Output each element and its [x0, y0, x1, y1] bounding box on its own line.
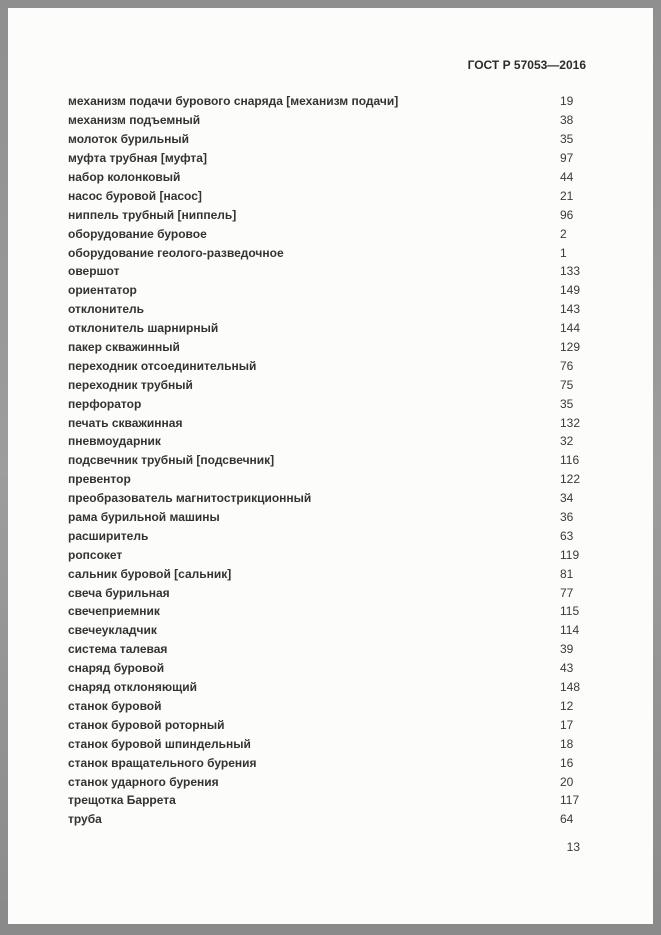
index-entry	[68, 545, 594, 564]
index-entry-number: 12	[560, 698, 574, 713]
index-entry	[68, 205, 594, 224]
index-entry-number: 133	[560, 264, 581, 279]
index-term: перфоратор	[68, 396, 142, 411]
index-term: механизм подъемный	[68, 113, 201, 128]
index-term: рама бурильной машины	[68, 510, 220, 525]
index-entry	[68, 489, 594, 508]
index-entry	[68, 621, 594, 640]
index-entry	[68, 602, 594, 621]
index-entry-number: 149	[560, 283, 581, 298]
index-term: отклонитель	[68, 302, 145, 317]
index-entry-number: 36	[560, 510, 574, 525]
index-entry	[68, 168, 594, 187]
index-entry-number: 115	[560, 604, 580, 619]
index-term: преобразователь магнитострикционный	[68, 491, 312, 506]
index-term: сальник буровой [сальник]	[68, 566, 232, 581]
index-term: оборудование буровое	[68, 226, 207, 241]
index-entry-number: 16	[560, 755, 574, 770]
index-term: станок ударного бурения	[68, 774, 219, 789]
index-entry-number: 38	[560, 113, 574, 128]
index-entry-number: 114	[560, 623, 580, 638]
index-entry-number: 129	[560, 340, 581, 355]
index-entry-number: 35	[560, 396, 574, 411]
index-entry	[68, 243, 594, 262]
index-entry	[68, 413, 594, 432]
index-term: набор колонковый	[68, 170, 181, 184]
index-entry	[68, 697, 594, 716]
index-entry-number: 143	[560, 302, 581, 317]
index-entry	[68, 470, 594, 489]
index-term: печать скважинная	[68, 415, 183, 430]
index-entry-number: 18	[560, 736, 574, 751]
index-entry-number: 17	[560, 717, 574, 732]
index-entry-number: 122	[560, 472, 581, 487]
page-footer	[68, 840, 594, 854]
index-entry-number: 77	[560, 585, 574, 600]
index-entry	[68, 432, 594, 451]
document-page	[8, 8, 653, 924]
index-term: станок буровой шпиндельный	[68, 736, 251, 751]
index-entry-number: 81	[560, 566, 574, 581]
index-term: отклонитель шарнирный	[68, 321, 219, 336]
index-entry	[68, 130, 594, 149]
index-entry	[68, 281, 594, 300]
index-entry	[68, 394, 594, 413]
index-entry	[68, 451, 594, 470]
index-entry	[68, 300, 594, 319]
index-entry	[68, 338, 594, 357]
index-entry-number: 119	[560, 547, 580, 562]
index-term: молоток бурильный	[68, 132, 189, 147]
index-entry	[68, 734, 594, 753]
index-entry	[68, 791, 594, 810]
index-entry-number: 21	[560, 188, 574, 203]
index-entry	[68, 715, 594, 734]
index-entry	[68, 319, 594, 338]
index-term: пакер скважинный	[68, 340, 180, 355]
index-entry-number: 96	[560, 207, 574, 222]
index-term: труба	[68, 812, 102, 827]
page-number: 13	[566, 839, 580, 854]
index-entry	[68, 356, 594, 375]
index-term: муфта трубная [муфта]	[68, 151, 207, 166]
index-entry	[68, 149, 594, 168]
index-term: переходник трубный	[68, 377, 193, 392]
index-entry-number: 1	[560, 245, 567, 260]
index-entry-number: 39	[560, 642, 574, 657]
index-entry-number: 117	[560, 793, 580, 808]
index-term: свечеукладчик	[68, 623, 157, 638]
standard-number: ГОСТ Р 57053—2016	[467, 58, 586, 72]
index-term: овершот	[68, 264, 120, 279]
index-term: ропсокет	[68, 547, 123, 562]
index-entry	[68, 111, 594, 130]
index-entry	[68, 92, 594, 111]
index-entry-number: 76	[560, 358, 574, 373]
index-entry	[68, 753, 594, 772]
index-entry	[68, 640, 594, 659]
index-term: ниппель трубный [ниппель]	[68, 207, 237, 222]
index-term: переходник отсоединительный	[68, 358, 257, 373]
index-entry-number: 2	[560, 226, 567, 241]
index-entry-number: 19	[560, 94, 574, 109]
index-entry	[68, 262, 594, 281]
index-entry	[68, 526, 594, 545]
index-term: пневмоударник	[68, 434, 161, 449]
index-term: расширитель	[68, 528, 149, 543]
index-entry	[68, 659, 594, 678]
index-entry	[68, 186, 594, 205]
index-entry	[68, 375, 594, 394]
index-term: станок буровой	[68, 698, 162, 713]
index-entry-number: 32	[560, 434, 574, 449]
index-entry-number: 43	[560, 661, 574, 676]
index-term: свеча бурильная	[68, 585, 170, 600]
index-term: ориентатор	[68, 283, 137, 298]
index-entry-number: 97	[560, 151, 574, 166]
index-entry-number: 64	[560, 812, 574, 827]
index-term: снаряд отклоняющий	[68, 680, 197, 695]
index-list	[68, 92, 594, 829]
index-term: оборудование геолого-разведочное	[68, 245, 284, 260]
index-entry-number: 144	[560, 321, 581, 336]
index-term: станок вращательного бурения	[68, 755, 257, 770]
index-entry	[68, 810, 594, 829]
index-entry-number: 34	[560, 491, 574, 506]
index-entry-number: 20	[560, 774, 574, 789]
index-entry-number: 44	[560, 170, 574, 184]
index-term: трещотка Баррета	[68, 793, 176, 808]
index-entry-number: 148	[560, 680, 581, 695]
index-entry-number: 116	[560, 453, 580, 468]
document-header	[68, 58, 586, 72]
index-entry	[68, 224, 594, 243]
index-term: система талевая	[68, 642, 168, 657]
index-entry	[68, 583, 594, 602]
index-entry	[68, 678, 594, 697]
index-entry-number: 35	[560, 132, 574, 147]
index-term: станок буровой роторный	[68, 717, 225, 732]
index-entry-number: 132	[560, 415, 581, 430]
index-term: насос буровой [насос]	[68, 188, 202, 203]
index-term: свечеприемник	[68, 604, 160, 619]
index-entry-number: 63	[560, 528, 574, 543]
index-entry	[68, 508, 594, 527]
index-term: механизм подачи бурового снаряда [механизм подачи]	[68, 94, 399, 109]
index-term: превентор	[68, 472, 131, 487]
index-entry-number: 75	[560, 377, 574, 392]
index-entry	[68, 772, 594, 791]
index-term: подсвечник трубный [подсвечник]	[68, 453, 275, 468]
index-entry	[68, 564, 594, 583]
index-term: снаряд буровой	[68, 661, 165, 676]
